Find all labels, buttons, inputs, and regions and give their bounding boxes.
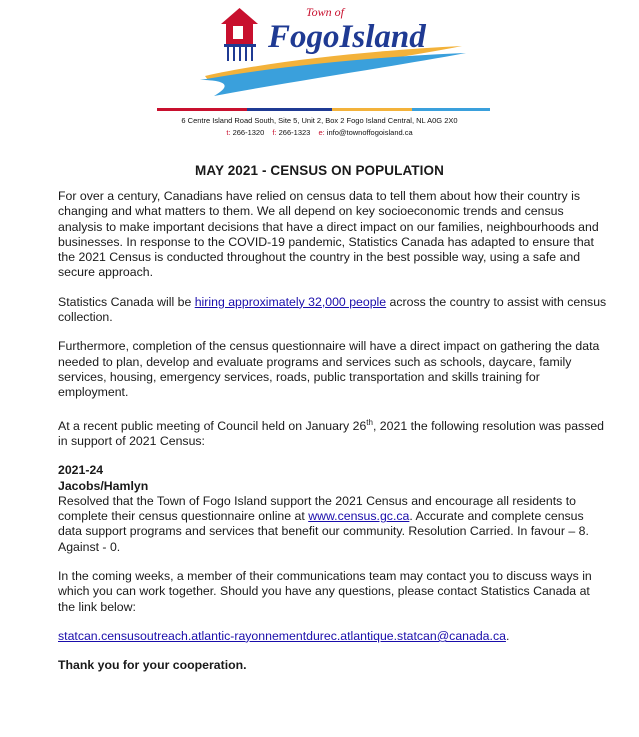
resolution-block <box>58 463 608 555</box>
color-bar-blue <box>412 108 490 111</box>
paragraph-email-link <box>58 629 608 644</box>
resolution-pre: Resolved that the Town of Fogo Island support the 2021 Census and encourage all residents to complete their census questionnaire online at <box>58 493 576 524</box>
document-body <box>58 189 608 688</box>
email-value: info@townoffogoisland.ca <box>326 128 413 137</box>
fax-value: 266-1323 <box>278 128 311 137</box>
color-bar-gold <box>332 108 412 111</box>
council-sup: th <box>366 417 373 427</box>
color-bar-red <box>157 108 247 111</box>
color-bar-navy <box>247 108 332 111</box>
email-label: e: <box>318 128 325 137</box>
tel-label: t: <box>226 128 231 137</box>
paragraph-intro: For over a century, Canadians have relied on census data to tell them about how their country is changing and what matters to them. We all depend on key socioeconomic trends and census analysis to make important decisions that have a direct impact on our families, neighbourhoods and businesses. In response to the COVID-19 pandemic, Statistics Canada has adapted to ensure that the 2021 Census is conducted throughout the country in the best possible way, using a safe and secure approach. <box>58 189 599 280</box>
resolution-number: 2021-24 <box>58 463 104 478</box>
phone-line <box>0 127 639 139</box>
paragraph-impact: Furthermore, completion of the census questionnaire will have a direct impact on gathering the data needed to plan, develop and evaluate programs and services such as schools, daycare, family services, housing, emergency services, roads, public transportation and skills training for employment. <box>58 339 600 400</box>
hiring-link[interactable]: hiring approximately 32,000 people <box>194 294 387 309</box>
fax-label: f: <box>272 128 277 137</box>
email-link-post: . <box>505 628 510 643</box>
paragraph-council <box>58 415 608 450</box>
council-post: , 2021 the following resolution was passed in support of 2021 Census: <box>58 418 605 448</box>
resolution-post: . Accurate and complete census data support programs and services that benefit our community. Resolution Carried. In favour – 8. Against - 0. <box>58 509 589 554</box>
town-logo <box>0 0 639 105</box>
tel-value: 266-1320 <box>232 128 265 137</box>
document-title: MAY 2021 - CENSUS ON POPULATION <box>195 163 444 178</box>
resolution-movers: Jacobs/Hamlyn <box>58 478 149 493</box>
logo-town-of: Town of <box>306 5 344 19</box>
hiring-pre: Statistics Canada will be <box>58 294 195 309</box>
paragraph-hiring <box>58 295 608 326</box>
address-line: 6 Centre Island Road South, Site 5, Unit 2, Box 2 Fogo Island Central, NL A0G 2X0 <box>181 116 458 125</box>
letterhead-contact <box>0 115 639 139</box>
council-pre: At a recent public meeting of Council held on January 26 <box>58 418 367 433</box>
house-icon <box>221 8 258 61</box>
hiring-post: across the country to assist with census collection. <box>58 294 607 325</box>
logo-fogo-island: FogoIsland <box>268 19 426 55</box>
statcan-email-link[interactable]: statcan.censusoutreach.atlantic-rayonnementdurec.atlantique.statcan@canada.ca <box>58 628 506 643</box>
paragraph-contact: In the coming weeks, a member of their communications team may contact you to discuss ways in which you can work together. Should you have any questions, please contact Statistics Canada at the link below: <box>58 569 592 614</box>
closing-line: Thank you for your cooperation. <box>58 658 247 673</box>
census-link[interactable]: www.census.gc.ca <box>308 509 410 524</box>
